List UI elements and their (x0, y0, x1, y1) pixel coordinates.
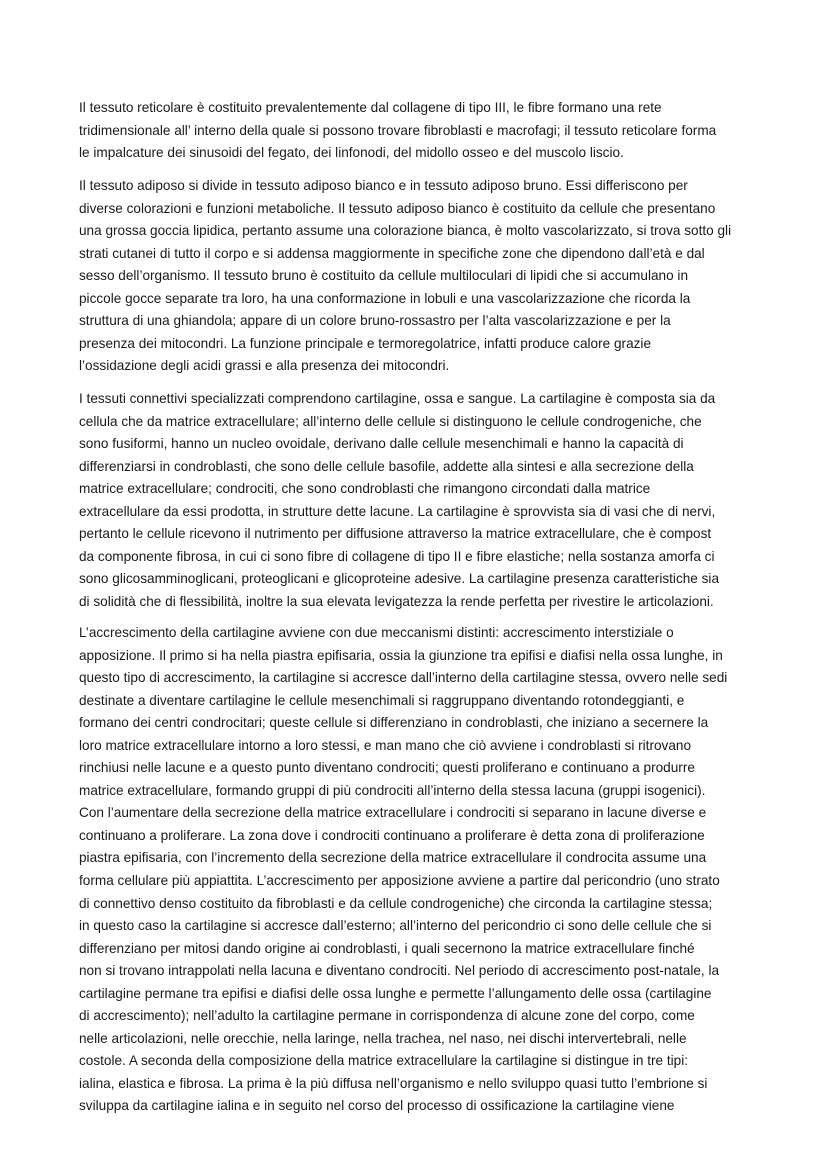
text-line: continuano a proliferare. La zona dove i condrociti continuano a proliferare è detta zona di proliferazione (79, 827, 705, 843)
text-line: rinchiusi nelle lacune e a questo punto diventano condrociti; questi proliferano e continuano a produrre (79, 760, 695, 776)
text-line: le impalcature dei sinusoidi del fegato, dei linfonodi, del midollo osseo e del muscolo liscio. (79, 145, 624, 161)
text-line: sono fusiformi, hanno un nucleo ovoidale, derivano dalle cellule mesenchimali e hanno la capacità di (79, 436, 684, 452)
text-line: di connettivo denso costituito da fibroblasti e da cellule condrogeniche) che circonda la cartilagine stessa; (79, 895, 713, 911)
text-line: questo tipo di accrescimento, la cartilagine si accresce dall’interno della cartilagine stessa, ovvero nelle sedi (79, 670, 728, 686)
text-line: matrice extracellulare; condrociti, che sono condroblasti che rimangono circondati dalla matrice (79, 481, 651, 497)
text-line: cartilagine permane tra epifisi e diafisi delle ossa lunghe e permette l’allungamento delle ossa (cartilagine (79, 985, 712, 1001)
text-line: sesso dell’organismo. Il tessuto bruno è costituito da cellule multiloculari di lipidi che si accumulano in (79, 268, 689, 284)
text-line: non si trovano intrappolati nella lacuna e diventano condrociti. Nel periodo di accrescimento post-natale, la (79, 963, 720, 979)
paragraph-cartilage-growth (79, 622, 755, 1118)
text-line: tridimensionale all’ interno della quale si possono trovare fibroblasti e macrofagi; il tessuto reticolare forma (79, 122, 717, 138)
text-line: Con l’aumentare della secrezione della matrice extracellulare i condrociti si separano in lacune diverse e (79, 805, 707, 821)
text-line: sono glicosamminoglicani, proteoglicani e glicoproteine adesive. La cartilagine presenza caratteristiche sia (79, 571, 720, 587)
text-line: Il tessuto reticolare è costituito prevalentemente dal collagene di tipo III, le fibre formano una rete (79, 100, 662, 115)
text-line: una grossa goccia lipidica, pertanto assume una colorazione bianca, è molto vascolarizzato, si trova sotto gli (79, 223, 732, 239)
text-line: diverse colorazioni e funzioni metaboliche. Il tessuto adiposo bianco è costituito da cellule che presentano (79, 200, 716, 216)
text-line: ialina, elastica e fibrosa. La prima è la più diffusa nell’organismo e nello sviluppo quasi tutto l’embrione si (79, 1075, 708, 1091)
text-line: formano dei centri condrocitari; queste cellule si differenziano in condroblasti, che iniziano a secernere la (79, 715, 709, 731)
paragraph-specialized-connective-tissue (79, 388, 755, 613)
paragraph-reticular-tissue (79, 97, 755, 165)
text-line: I tessuti connettivi specializzati comprendono cartilagine, ossa e sangue. La cartilagine è composta sia da (79, 391, 716, 406)
text-line: in questo caso la cartilagine si accresce dall’esterno; all’interno del pericondrio ci sono delle cellule che si (79, 918, 712, 934)
text-line: l’ossidazione degli acidi grassi e alla presenza dei mitocondri. (79, 358, 450, 374)
text-line: strati cutanei di tutto il corpo e si addensa maggiormente in specifiche zone che dipendono dall’età e dal (79, 245, 705, 261)
paragraph-adipose-tissue (79, 175, 755, 378)
text-line: L’accrescimento della cartilagine avviene con due meccanismi distinti: accrescimento interstiziale o (79, 625, 674, 640)
text-line: piastra epifisaria, con l’incremento della secrezione della matrice extracellulare il condrocita assume una (79, 850, 707, 866)
text-line: differenziarsi in condroblasti, che sono delle cellule basofile, addette alla sintesi e alla secrezione della (79, 458, 694, 474)
text-line: forma cellulare più appiattita. L’accrescimento per apposizione avviene a partire dal pericondrio (uno strato (79, 873, 720, 889)
text-line: di solidità che di flessibilità, inoltre la sua elevata levigatezza la rende perfetta per rivestire le articolazioni. (79, 593, 714, 609)
text-line: extracellulare da essi prodotta, in strutture dette lacune. La cartilagine è sprovvista sia di vasi che di nervi, (79, 503, 716, 519)
text-line: cellula che da matrice extracellulare; all’interno delle cellule si distinguono le cellule condrogeniche, che (79, 413, 702, 429)
text-line: loro matrice extracellulare intorno a loro stessi, e man mano che ciò avviene i condroblasti si ritrovano (79, 737, 692, 753)
text-line: nelle articolazioni, nelle orecchie, nella laringe, nella trachea, nel naso, nei dischi intervertebrali, nelle (79, 1030, 687, 1046)
text-line: presenza dei mitocondri. La funzione principale e termoregolatrice, infatti produce calore grazie (79, 335, 652, 351)
text-line: da componente fibrosa, in cui ci sono fibre di collagene di tipo II e fibre elastiche; nella sostanza amorfa ci (79, 548, 715, 564)
text-line: piccole gocce separate tra loro, ha una conformazione in lobuli e una vascolarizzazione che ricorda la (79, 290, 691, 306)
text-line: sviluppa da cartilagine ialina e in seguito nel corso del processo di ossificazione la cartilagine viene (79, 1098, 675, 1114)
text-line: Il tessuto adiposo si divide in tessuto adiposo bianco e in tessuto adiposo bruno. Essi differiscono per (79, 178, 688, 193)
text-line: destinate a diventare cartilagine le cellule mesenchimali si raggruppano diventando rotondeggianti, e (79, 692, 685, 708)
text-line: pertanto le cellule ricevono il nutrimento per diffusione attraverso la matrice extracellulare, che è compost (79, 526, 712, 542)
text-line: struttura di una ghiandola; appare di un colore bruno-rossastro per l’alta vascolarizzazione e per la (79, 313, 671, 329)
text-line: matrice extracellulare, formando gruppi di più condrociti all’interno della stessa lacuna (gruppi isogenici). (79, 782, 706, 798)
text-line: apposizione. Il primo si ha nella piastra epifisaria, ossia la giunzione tra epifisi e diafisi nella ossa lunghe, in (79, 647, 723, 663)
text-line: di accrescimento); nell’adulto la cartilagine permane in corrispondenza di alcune zone del corpo, come (79, 1008, 695, 1024)
text-line: costole. A seconda della composizione della matrice extracellulare la cartilagine si distingue in tre tipi: (79, 1053, 689, 1069)
text-line: differenziano per mitosi dando origine ai condroblasti, i quali secernono la matrice extracellulare finché (79, 940, 695, 956)
